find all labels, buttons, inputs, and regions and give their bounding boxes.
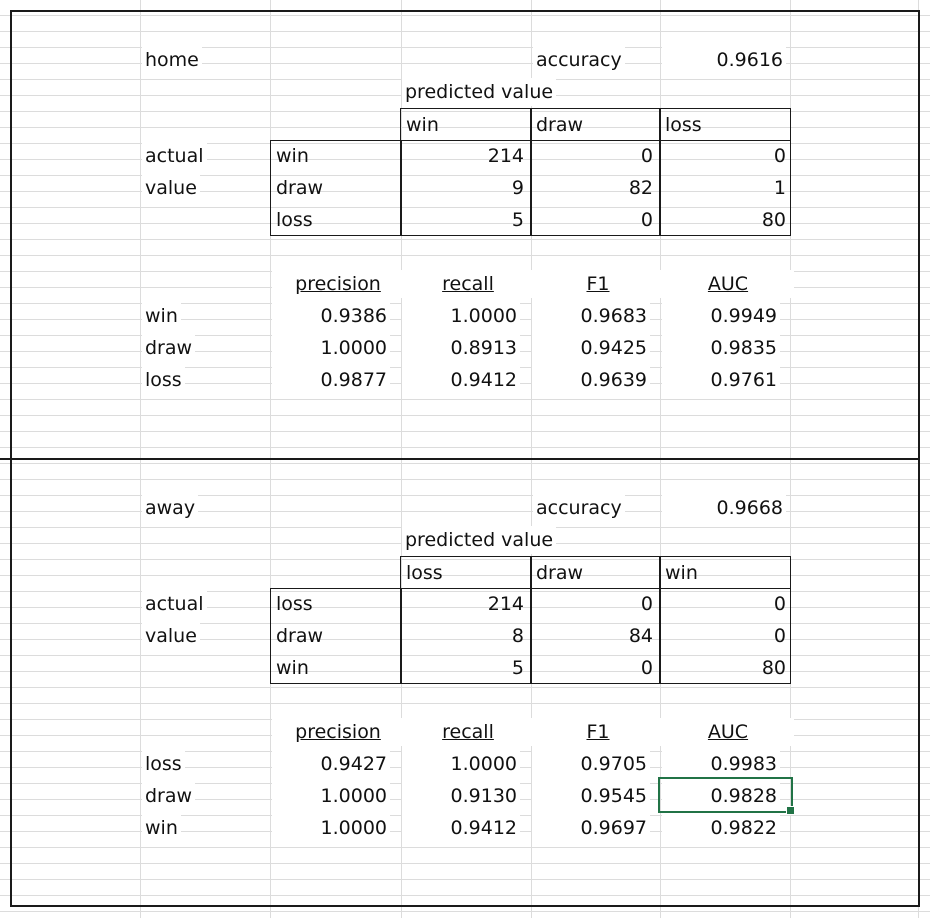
active-cell-selection[interactable] [658, 777, 793, 813]
home-cell[interactable]: 9 [511, 177, 524, 199]
home-cell[interactable]: 214 [487, 145, 524, 167]
home-metric-value[interactable]: 1.0000 [402, 302, 520, 330]
away-cell[interactable]: 8 [511, 625, 524, 647]
home-metric-row-label[interactable]: draw [142, 334, 195, 362]
away-cell[interactable]: 0 [640, 657, 653, 679]
away-row-label-draw[interactable]: draw [276, 625, 324, 647]
away-metric-value[interactable]: 0.9983 [662, 750, 780, 778]
away-metric-value[interactable]: 0.9412 [402, 814, 520, 842]
away-cell[interactable]: 80 [761, 657, 786, 679]
home-cell[interactable]: 0 [640, 145, 653, 167]
home-metric-value[interactable]: 0.9949 [662, 302, 780, 330]
away-metric-value[interactable]: 1.0000 [402, 750, 520, 778]
home-value-label[interactable]: value [142, 174, 200, 202]
away-metric-header-f1[interactable]: F1 [532, 718, 664, 746]
away-accuracy-label[interactable]: accuracy [533, 494, 625, 522]
home-cell[interactable]: 80 [761, 209, 786, 231]
home-pred-header-draw[interactable]: draw [536, 114, 584, 136]
home-metric-value[interactable]: 0.9683 [532, 302, 650, 330]
away-metric-row-label[interactable]: loss [142, 750, 185, 778]
home-metric-value[interactable]: 0.9761 [662, 366, 780, 394]
home-row-label-loss[interactable]: loss [276, 209, 313, 231]
home-accuracy-label[interactable]: accuracy [533, 46, 625, 74]
home-metric-value[interactable]: 0.9639 [532, 366, 650, 394]
home-cell[interactable]: 0 [640, 209, 653, 231]
away-cell[interactable]: 84 [628, 625, 653, 647]
home-cell[interactable]: 82 [628, 177, 653, 199]
away-cell[interactable]: 5 [511, 657, 524, 679]
home-cell[interactable]: 0 [773, 145, 786, 167]
away-metric-header-precision[interactable]: precision [272, 718, 404, 746]
home-metric-header-recall[interactable]: recall [402, 270, 534, 298]
away-metric-value[interactable]: 1.0000 [272, 814, 390, 842]
home-metric-row-label[interactable]: loss [142, 366, 185, 394]
away-metric-value[interactable]: 0.9130 [402, 782, 520, 810]
home-cell[interactable]: 1 [773, 177, 786, 199]
home-accuracy-value[interactable]: 0.9616 [662, 46, 786, 74]
home-metric-value[interactable]: 0.9386 [272, 302, 390, 330]
away-metric-value[interactable]: 0.9427 [272, 750, 390, 778]
away-cell[interactable]: 0 [640, 593, 653, 615]
home-title[interactable]: home [142, 46, 202, 74]
away-pred-header-box [400, 556, 791, 589]
home-pred-header-loss[interactable]: loss [665, 114, 702, 136]
home-metric-value[interactable]: 1.0000 [272, 334, 390, 362]
home-metric-value[interactable]: 0.8913 [402, 334, 520, 362]
away-cell[interactable]: 0 [773, 625, 786, 647]
home-predicted-label[interactable]: predicted value [402, 78, 556, 106]
away-metric-value[interactable]: 0.9697 [532, 814, 650, 842]
away-predicted-label[interactable]: predicted value [402, 526, 556, 554]
home-row-label-draw[interactable]: draw [276, 177, 324, 199]
away-metric-value[interactable]: 0.9545 [532, 782, 650, 810]
away-cell[interactable]: 214 [487, 593, 524, 615]
away-actual-label[interactable]: actual [142, 590, 207, 618]
bottom-border [10, 905, 920, 907]
home-metric-value[interactable]: 0.9835 [662, 334, 780, 362]
away-metric-value[interactable]: 0.9822 [662, 814, 780, 842]
home-metric-header-auc[interactable]: AUC [662, 270, 794, 298]
away-accuracy-value[interactable]: 0.9668 [662, 494, 786, 522]
away-pred-header-draw[interactable]: draw [536, 562, 584, 584]
home-metric-row-label[interactable]: win [142, 302, 181, 330]
away-metric-value[interactable]: 1.0000 [272, 782, 390, 810]
away-row-label-win[interactable]: win [276, 657, 309, 679]
away-pred-header-win[interactable]: win [665, 562, 698, 584]
middle-border [0, 458, 920, 460]
away-row-label-loss[interactable]: loss [276, 593, 313, 615]
away-metric-header-recall[interactable]: recall [402, 718, 534, 746]
home-cell[interactable]: 5 [511, 209, 524, 231]
home-metric-header-precision[interactable]: precision [272, 270, 404, 298]
away-metric-value[interactable]: 0.9828 [662, 782, 780, 810]
away-value-label[interactable]: value [142, 622, 200, 650]
away-metric-row-label[interactable]: win [142, 814, 181, 842]
fill-handle[interactable] [786, 806, 795, 815]
away-metric-value[interactable]: 0.9705 [532, 750, 650, 778]
top-border [10, 10, 920, 12]
home-pred-header-win[interactable]: win [406, 114, 439, 136]
home-pred-header-box [400, 108, 791, 141]
away-metric-header-auc[interactable]: AUC [662, 718, 794, 746]
home-metric-value[interactable]: 0.9412 [402, 366, 520, 394]
away-metric-row-label[interactable]: draw [142, 782, 195, 810]
home-metric-header-f1[interactable]: F1 [532, 270, 664, 298]
away-cell[interactable]: 0 [773, 593, 786, 615]
home-metric-value[interactable]: 0.9425 [532, 334, 650, 362]
home-actual-label[interactable]: actual [142, 142, 207, 170]
away-title[interactable]: away [142, 494, 198, 522]
home-row-label-win[interactable]: win [276, 145, 309, 167]
away-pred-header-loss[interactable]: loss [406, 562, 443, 584]
home-metric-value[interactable]: 0.9877 [272, 366, 390, 394]
